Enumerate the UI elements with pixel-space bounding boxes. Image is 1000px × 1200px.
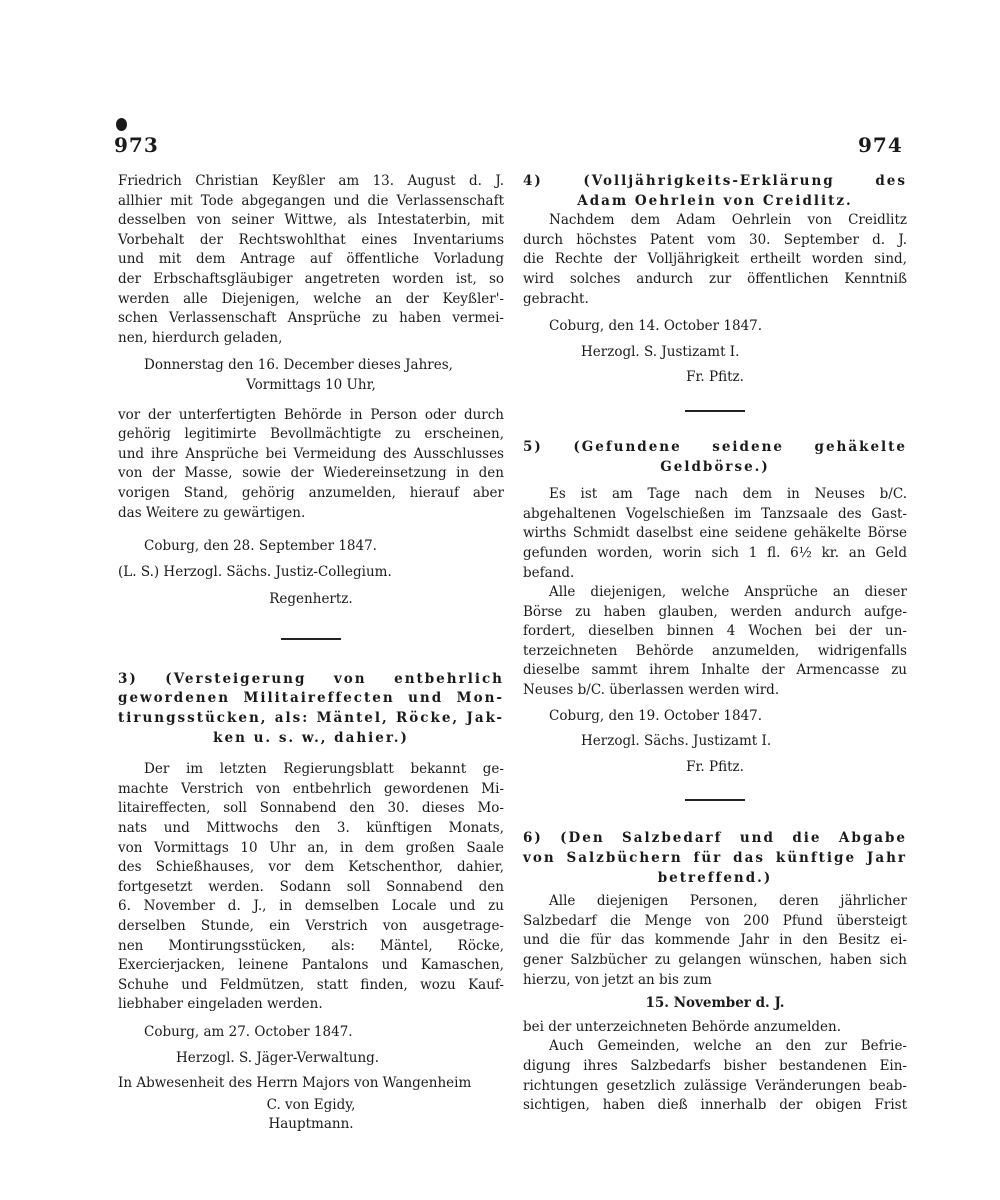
notice-6-body	[523, 892, 907, 1116]
heading-line: 5) (Gefundene seidene gehäkelte	[523, 438, 907, 455]
text-line: gehörig legitimirte Bevollmächtigte zu erscheinen,	[118, 426, 504, 443]
notice-3-heading	[118, 670, 504, 748]
text-line: richtungen gesetzlich zulässige Veränderungen beab-	[523, 1077, 907, 1094]
heading-line: Adam Oehrlein von Creidlitz.	[577, 192, 853, 209]
authority: Herzogl. S. Justizamt I.	[581, 343, 740, 360]
text-line: Auch Gemeinden, welche an den zur Befrie-	[549, 1038, 907, 1055]
place-date: Coburg, den 14. October 1847.	[549, 318, 763, 335]
notice-3-body	[118, 760, 504, 1015]
text-line: wird solches andurch zur öffentlichen Kenntniß	[523, 270, 907, 287]
text-line: machte Verstrich von entbehrlich gewordenen Mi-	[118, 780, 504, 797]
text-line: befand.	[523, 564, 575, 581]
hearing-time: Vormittags 10 Uhr,	[246, 376, 376, 393]
text-line: terzeichneten Behörde anzumelden, widrigenfalls	[523, 642, 907, 659]
text-line: litaireffecten, soll Sonnabend den 30. dieses Mo-	[118, 800, 504, 817]
text-line: wirths Schmidt daselbst eine seidene gehäkelte Börse	[523, 525, 907, 542]
signature: Regenhertz.	[269, 591, 353, 608]
text-line: Börse zu haben glauben, werden andurch aufge-	[523, 603, 907, 620]
page-number-right: 974	[858, 133, 903, 157]
notice-5-heading	[523, 438, 907, 477]
section-divider	[685, 799, 745, 801]
hearing-date: Donnerstag den 16. December dieses Jahres,	[144, 357, 453, 374]
notice-2-intro	[118, 172, 504, 348]
text-line: die Rechte der Volljährigkeit ertheilt worden sind,	[523, 251, 907, 268]
deadline-date: 15. November d. J.	[645, 995, 785, 1012]
text-line: Nachdem dem Adam Oehrlein von Creidlitz	[549, 212, 907, 229]
notice-6-heading	[523, 829, 907, 888]
signer-rank: Hauptmann.	[268, 1116, 354, 1133]
place-date: Coburg, den 19. October 1847.	[549, 707, 763, 724]
signer: C. von Egidy,	[266, 1096, 356, 1113]
text-line: werden alle Diejenigen, welche an der Keyßler'-	[118, 290, 504, 307]
text-line: hierzu, von jetzt an bis zum	[523, 971, 712, 988]
text-line: Neuses b/C. überlassen werden wird.	[523, 682, 780, 699]
text-line: liebhaber eingeladen werden.	[118, 996, 323, 1013]
text-line: fordert, dieselben binnen 4 Wochen bei der un-	[523, 623, 907, 640]
text-line: Vorbehalt der Rechtswohlthat eines Inventariums	[118, 231, 504, 248]
absence-note: In Abwesenheit des Herrn Majors von Wangenheim	[118, 1075, 472, 1092]
text-line: und die für das kommende Jahr in den Besitz ei-	[523, 932, 907, 949]
text-line: desselben von seiner Wittwe, als Intestaterbin, mit	[118, 212, 504, 229]
text-line: des Schießhauses, vor dem Ketschenthor, dahier,	[118, 859, 504, 876]
section-divider	[281, 638, 341, 640]
heading-line: von Salzbüchern für das künftige Jahr	[523, 850, 907, 867]
text-line: bei der unterzeichneten Behörde anzumelden.	[523, 1018, 842, 1035]
heading-line: Geldbörse.)	[660, 458, 770, 475]
notice-4-heading	[523, 172, 907, 211]
right-column	[523, 172, 907, 1116]
text-line: gebracht.	[523, 290, 589, 307]
text-line: Friedrich Christian Keyßler am 13. August d. J.	[118, 173, 504, 189]
text-line: derselben Stunde, ein Verstrich von ausgetrage-	[118, 918, 504, 934]
authority: (L. S.) Herzogl. Sächs. Justiz-Collegium.	[118, 563, 392, 580]
text-line: Alle diejenigen, welche Ansprüche an dieser	[549, 584, 907, 601]
text-line: gener Salzbücher zu gelangen wünschen, haben sich	[523, 952, 907, 968]
text-line: gefunden worden, worin sich 1 fl. 6½ kr. an Geld	[523, 544, 907, 561]
signer: Fr. Pfitz.	[686, 758, 744, 775]
text-line: nats und Mittwochs den 3. künftigen Monats,	[118, 820, 504, 837]
text-line: dieselbe sammt ihrem Inhalte der Armencasse zu	[523, 662, 907, 679]
notice-2-body	[118, 406, 504, 524]
text-line: von Vormittags 10 Uhr an, in dem großen Saale	[118, 839, 504, 856]
heading-line: 4) (Volljährigkeits-Erklärung des	[523, 173, 907, 189]
text-line: durch höchstes Patent vom 30. September d. J.	[523, 231, 907, 248]
text-line: von der Masse, sowie der Wiedereinsetzung in den	[118, 465, 504, 482]
section-divider	[685, 410, 745, 412]
text-line: Schuhe und Feldmützen, statt finden, wozu Kauf-	[118, 976, 504, 993]
text-line: Der im letzten Regierungsblatt bekannt ge-	[144, 761, 504, 778]
text-line: Alle diejenigen Personen, deren jährlicher	[549, 893, 907, 910]
text-line: abgehaltenen Vogelschießen im Tanzsaale des Gast-	[523, 505, 907, 522]
text-line: und ihre Ansprüche bei Vermeidung des Ausschlusses	[118, 445, 504, 462]
place-date: Coburg, am 27. October 1847.	[144, 1023, 353, 1040]
text-line: nen Montirungsstücken, als: Mäntel, Röcke,	[118, 937, 504, 954]
authority: Herzogl. S. Jäger-Verwaltung.	[176, 1049, 380, 1066]
text-line: 6. November d. J., in demselben Locale und zu	[118, 898, 504, 915]
text-line: sichtigen, haben dieß innerhalb der obigen Frist	[523, 1097, 907, 1114]
text-line: vor der unterfertigten Behörde in Person oder durch	[118, 406, 504, 423]
ink-blot-mark	[116, 118, 127, 131]
heading-line: betreffend.)	[657, 869, 773, 886]
text-line: nen, hierdurch geladen,	[118, 329, 283, 346]
signer: Fr. Pfitz.	[686, 369, 744, 386]
text-line: digung ihres Salzbedarfs bisher bestandenen Ein-	[523, 1057, 907, 1074]
text-line: vorigen Stand, gehörig anzumelden, hierauf aber	[118, 484, 504, 501]
left-column	[118, 172, 504, 1135]
heading-line: 3) (Versteigerung von entbehrlich	[118, 670, 504, 687]
page-number-left: 973	[114, 133, 159, 157]
text-line: das Weitere zu gewärtigen.	[118, 504, 306, 521]
heading-line: 6) (Den Salzbedarf und die Abgabe	[523, 830, 907, 847]
text-line: Salzbedarf die Menge von 200 Pfund übersteigt	[523, 912, 907, 929]
text-line: der Erbschaftsgläubiger angetreten worden ist, so	[118, 270, 504, 287]
text-line: allhier mit Tode abgegangen und die Verlassenschaft	[118, 192, 504, 209]
heading-line: tirungsstücken, als: Mäntel, Röcke, Jak-	[118, 710, 504, 727]
text-line: fortgesetzt werden. Sodann soll Sonnabend den	[118, 878, 504, 895]
text-line: schen Verlassenschaft Ansprüche zu haben vermei-	[118, 310, 504, 327]
text-line: und mit dem Antrage auf öffentliche Vorladung	[118, 251, 504, 268]
place-date: Coburg, den 28. September 1847.	[144, 538, 377, 555]
text-line: Es ist am Tage nach dem in Neuses b/C.	[549, 486, 907, 503]
notice-5-body	[523, 485, 907, 701]
text-line: Exercierjacken, leinene Pantalons und Kamaschen,	[118, 957, 504, 974]
heading-line: ken u. s. w., dahier.)	[213, 729, 409, 746]
heading-line: gewordenen Militaireffecten und Mon-	[118, 690, 504, 707]
authority: Herzogl. Sächs. Justizamt I.	[581, 733, 772, 750]
notice-4-body	[523, 211, 907, 309]
